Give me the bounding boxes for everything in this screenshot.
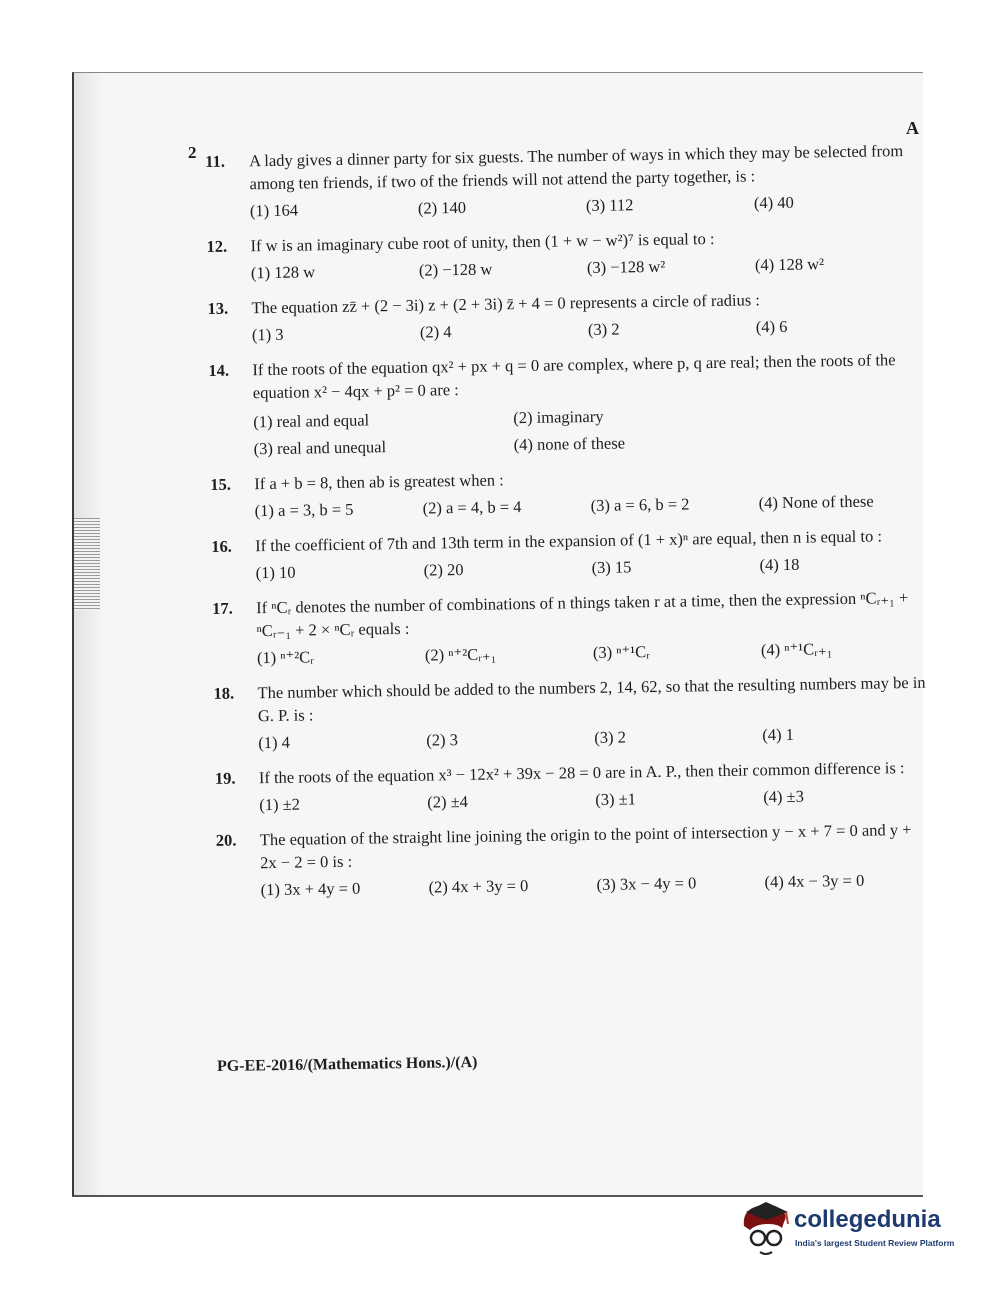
question-text: If ⁿCᵣ denotes the number of combinations of n things taken r at a time, then the expression ⁿCᵣ₊₁ + ⁿCᵣ₋₁ + 2 × ⁿCᵣ equals : [256,588,909,641]
question-number: 15. [210,474,232,494]
question-12 [206,224,923,285]
question-20 [216,818,933,902]
question-14 [208,348,926,461]
question-19 [215,756,932,817]
answer-options [257,636,929,670]
answer-option: (3) real and unequal [253,437,387,459]
answer-option: (4) 4x − 3y = 0 [764,870,865,892]
binding-strip [74,518,100,610]
answer-option: (1) 164 [249,200,299,221]
question-18 [213,671,930,755]
question-number: 17. [212,598,233,618]
answer-option: (2) ⁿ⁺²Cᵣ₊₁ [424,644,497,665]
answer-option: (4) 18 [759,554,800,575]
answer-options [250,189,922,223]
answer-options [253,402,774,460]
question-number: 19. [214,768,236,788]
answer-option: (3) ±1 [595,789,637,809]
question-16 [211,524,928,585]
answer-options [254,489,926,523]
answer-options [260,868,932,902]
answer-option: (1) a = 3, b = 5 [254,499,354,521]
answer-option: (3) −128 w² [586,256,666,278]
question-number: 16. [211,536,232,556]
answer-option: (2) 140 [417,197,467,218]
answer-options [252,313,924,347]
question-13 [207,286,924,347]
question-number: 14. [208,360,230,380]
answer-option: (4) 6 [755,316,788,337]
answer-option: (2) 4x + 3y = 0 [428,876,529,897]
question-text: If the coefficient of 7th and 13th term in the expansion of (1 + x)ⁿ are equal, then n is equal to : [255,526,883,556]
answer-option: (4) none of these [513,433,626,455]
answer-option: (3) 112 [585,195,634,216]
answer-options [258,721,930,755]
answer-option: (4) None of these [758,491,874,513]
answer-option: (2) −128 w [418,259,493,280]
answer-option: (4) 40 [753,192,794,213]
answer-option: (2) a = 4, b = 4 [422,497,522,518]
question-text: If w is an imaginary cube root of unity, then (1 + w − w²)⁷ is equal to : [250,229,715,256]
answer-option: (3) 3x − 4y = 0 [596,873,697,894]
question-11 [205,139,922,223]
question-text: The equation of the straight line joining the origin to the point of intersection y − x + 7 = 0 and y + 2x − 2 = 0 is : [259,819,912,873]
answer-option: (3) 2 [594,727,627,747]
answer-option: (1) 3 [251,324,284,345]
answer-option: (2) ±4 [427,791,469,812]
question-text: The number which should be added to the numbers 2, 14, 62, so that the resulting numbers may be in G. P. is : [257,672,926,726]
question-list [205,139,933,914]
answer-option: (1) real and equal [253,410,370,432]
answer-option: (3) 2 [587,319,620,340]
question-text: A lady gives a dinner party for six guests. The number of ways in which they may be selected from among ten friends, if two of the friends will not attend the party together, is : [249,141,904,194]
paper-code-footer: PG-EE-2016/(Mathematics Hons.)/(A) [216,1053,478,1076]
answer-option: (2) 3 [426,730,459,750]
answer-option: (4) 1 [762,724,795,745]
set-code: A [906,118,919,138]
answer-option: (3) ⁿ⁺¹Cᵣ [592,642,651,662]
collegedunia-logo [738,1198,962,1262]
brand-name: collegedunia [794,1206,941,1233]
page-number: 2 [188,143,197,162]
answer-option: (2) 20 [423,559,464,580]
question-number: 12. [206,236,228,256]
brand-tagline: India's largest Student Review Platform [795,1238,955,1248]
answer-option: (1) ±2 [259,794,301,815]
answer-option: (4) ⁿ⁺¹Cᵣ₊₁ [760,639,833,660]
answer-option: (3) 15 [591,557,632,577]
answer-option: (4) 128 w² [754,254,825,275]
question-number: 13. [207,298,229,318]
answer-option: (1) 10 [255,562,296,583]
question-text: If the roots of the equation x³ − 12x² + 39x − 28 = 0 are in A. P., then their common difference is : [258,758,905,788]
answer-options [251,251,923,285]
answer-option: (2) imaginary [513,406,604,428]
question-number: 20. [215,830,237,850]
question-number: 11. [205,151,226,171]
student-mascot-icon [738,1198,794,1262]
answer-option: (1) ⁿ⁺²Cᵣ [256,647,315,668]
question-text: The equation zz̄ + (2 − 3i) z + (2 + 3i) z̄ + 4 = 0 represents a circle of radius : [251,290,761,318]
answer-options [255,551,927,585]
answer-option: (3) a = 6, b = 2 [590,494,690,515]
answer-option: (1) 3x + 4y = 0 [260,878,361,900]
question-15 [210,462,927,523]
answer-option: (1) 4 [258,732,291,753]
answer-option: (1) 128 w [250,262,316,283]
answer-options [259,783,931,817]
answer-option: (2) 4 [419,322,452,342]
question-text: If a + b = 8, then ab is greatest when : [254,470,504,494]
question-number: 18. [213,683,235,703]
answer-option: (4) ±3 [763,786,805,807]
question-text: If the roots of the equation qx² + px + q = 0 are complex, where p, q are real; then the roots of the equation x² − 4qx + p² = 0 are : [252,350,896,403]
question-17 [212,586,929,670]
